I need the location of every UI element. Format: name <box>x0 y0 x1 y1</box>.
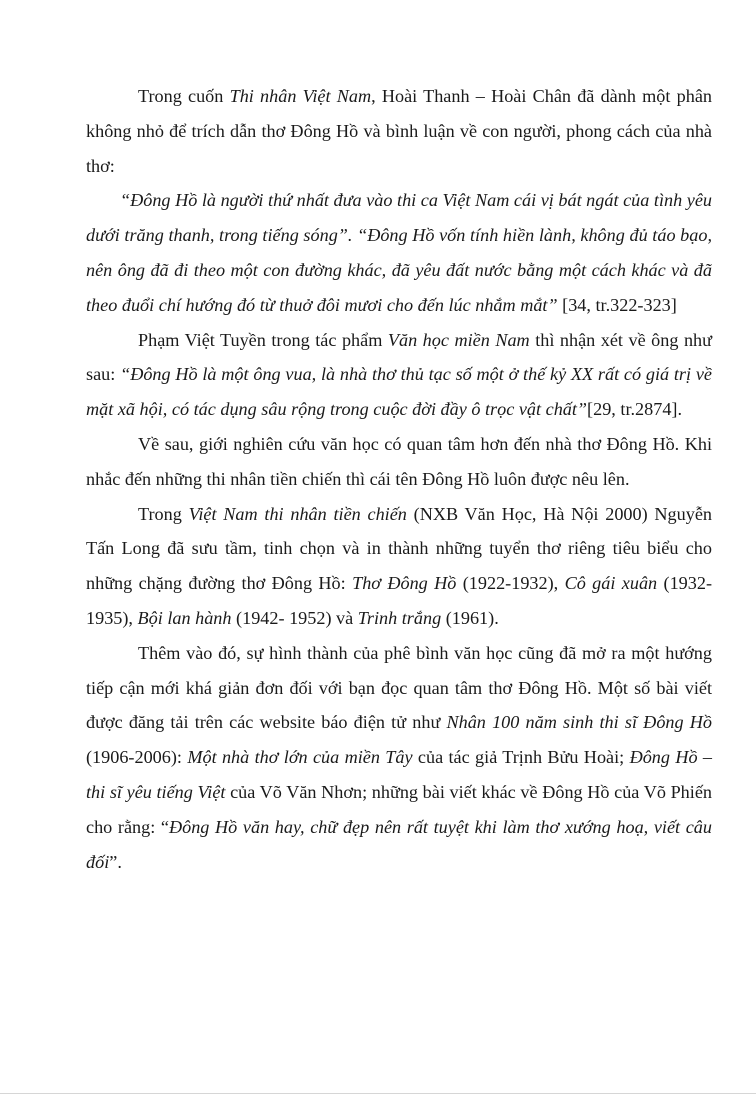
p3-text-c: thì nhận xét về ông như sau: <box>86 329 713 385</box>
p4-text-a: Về sau, giới nghiên cứu văn học có quan tâm hơn đến nhà thơ Đông Hồ. Khi nhắc đến những thi nhân tiền chiến thì cái tên Đông Hồ luôn được nêu lên. <box>86 433 712 489</box>
quote-pham-viet-tuyen: “Đông Hồ là một ông vua, là nhà thơ thủ tạc số một ở thế kỷ XX rất có giá trị về mặt xã hội, có tác dụng sâu rộng trong cuộc đời đầy ô trọc vật chất” <box>86 364 712 420</box>
article-title-thi-si-yeu-tieng-viet: Đông Hồ – thi sĩ yêu tiếng Việt <box>86 747 712 802</box>
p3-text-a: Phạm Việt Tuyền trong tác phẩm <box>138 329 388 350</box>
book-title-viet-nam-thi-nhan-tien-chien: Việt Nam thi nhân tiền chiến <box>188 503 407 524</box>
p6-text-e: của tác giả Trịnh Bửu Hoài; <box>412 747 630 768</box>
quote-vo-phien: Đông Hồ văn hay, chữ đẹp nên rất tuyệt khi làm thơ xướng hoạ, viết câu đối <box>86 816 712 872</box>
p5-text-i: (1942- 1952) và <box>231 607 358 628</box>
collection-boi-lan-hanh: Bội lan hành <box>137 607 232 628</box>
paragraph-5 <box>86 497 712 636</box>
p5-text-g: (1932-1935), <box>86 573 712 628</box>
paragraph-1 <box>86 79 712 183</box>
book-title-thi-nhan-viet-nam: Thi nhân Việt Nam <box>229 86 372 106</box>
paragraph-6 <box>86 636 712 880</box>
collection-trinh-trang: Trinh trắng <box>357 607 442 628</box>
paragraph-4 <box>86 427 712 497</box>
citation-34: [34, tr.322-323] <box>557 294 677 315</box>
p6-text-g: của Võ Văn Nhơn; những bài viết khác về Đông Hồ của Võ Phiến cho rằng: “ <box>86 781 712 837</box>
p6-text-i: ”. <box>109 851 122 872</box>
p5-text-e: (1922-1932), <box>456 573 565 594</box>
p5-text-c: (NXB Văn Học, Hà Nội 2000) Nguyễn Tấn Long đã sưu tầm, tinh chọn và in thành những tuyển thơ riêng tiêu biểu cho những chặng đường thơ Đông Hồ: <box>86 503 713 594</box>
book-title-van-hoc-mien-nam: Văn học miền Nam <box>387 329 530 350</box>
p6-text-a: Thêm vào đó, sự hình thành của phê bình văn học cũng đã mở ra một hướng tiếp cận mới khá giản đơn đối với bạn đọc quan tâm thơ Đông Hồ. Một số bài viết được đăng tải trên các website báo điện tử như <box>86 642 712 733</box>
article-title-nha-tho-lon-mien-tay: Một nhà thơ lớn của miền Tây <box>187 747 413 768</box>
quote-hoai-thanh: “Đông Hồ là người thứ nhất đưa vào thi ca Việt Nam cái vị bát ngát của tình yêu dưới trăng thanh, trong tiếng sóng”. “Đông Hồ vốn tính hiền lành, không đủ táo bạo, nên ông đã đi theo một con đường khác, đã yêu đất nước bằng một cách khác và đã theo đuổi chí hướng đó từ thuở đôi mươi cho đến lúc nhắm mắt” <box>86 190 712 315</box>
p1-text-a: Trong cuốn <box>138 86 230 106</box>
paragraph-3 <box>86 323 712 427</box>
citation-29: [29, tr.2874]. <box>587 399 683 420</box>
page-bottom-edge <box>0 1093 756 1094</box>
p1-text-c: , Hoài Thanh – Hoài Chân đã dành một phân không nhỏ để trích dẫn thơ Đông Hồ và bình luận về con người, phong cách của nhà thơ: <box>86 86 712 176</box>
p5-text-a: Trong <box>138 503 189 524</box>
collection-co-gai-xuan: Cô gái xuân <box>564 573 658 594</box>
document-page <box>86 79 712 879</box>
p5-text-k: (1961). <box>441 607 499 628</box>
p6-text-c: (1906-2006): <box>86 747 188 768</box>
article-title-nhan-100-nam: Nhân 100 năm sinh thi sĩ Đông Hồ <box>446 712 712 733</box>
collection-tho-dong-ho: Thơ Đông Hồ <box>352 573 457 594</box>
paragraph-2-quote <box>86 183 712 322</box>
